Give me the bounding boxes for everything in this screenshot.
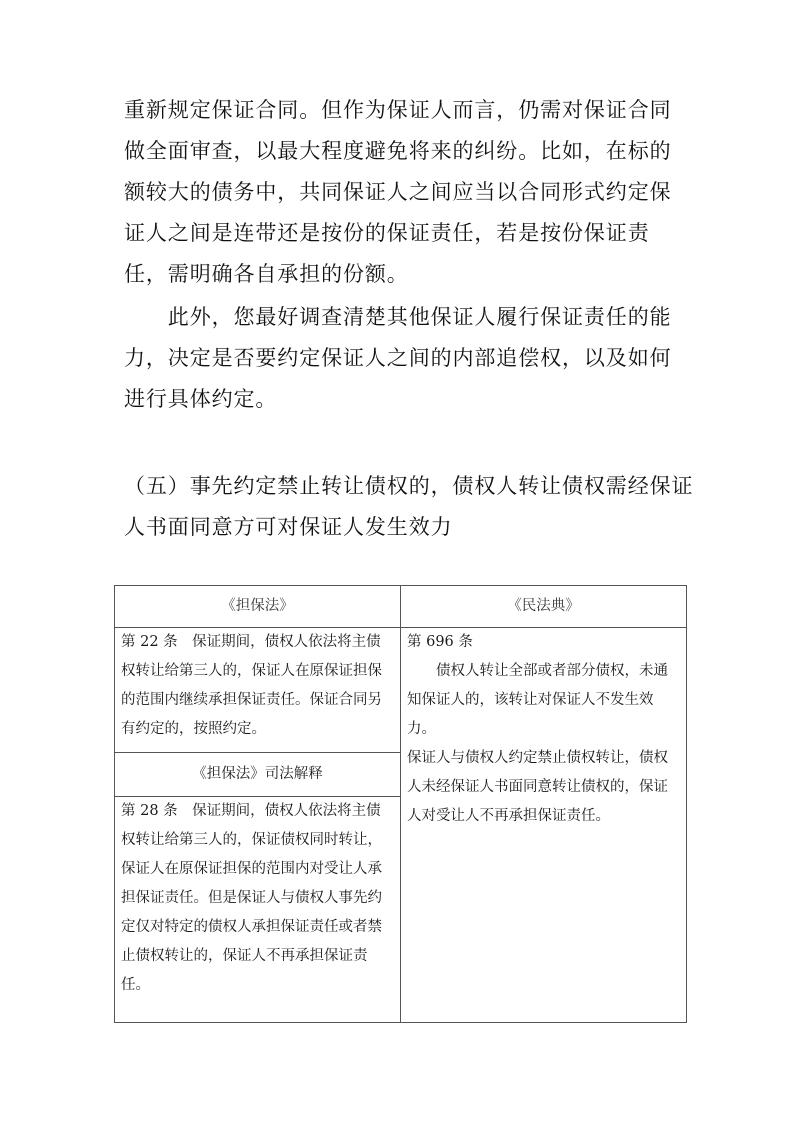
article-28-text: 第 28 条 保证期间，债权人依法将主债权转让给第三人的，保证债权同时转让，保证人在原保证担保的范围内对受让人承担保证责任。但是保证人与债权人事先约定仅对特定的债权人承担保证责任或者禁止债权转让的，保证人不再承担保证责任。 [121,803,382,994]
civil-code-article-696 [401,628,687,1023]
header-civil-code: 《民法典》 [401,586,687,628]
guarantee-law-article-22 [115,628,401,753]
article-22-text: 第 22 条 保证期间，债权人依法将主债权转让给第三人的，保证人在原保证担保的范围内继续承担保证责任。保证合同另有约定的，按照约定。 [121,634,382,738]
table-row [115,628,687,753]
law-comparison-table [114,585,687,1023]
judicial-interpretation-header: 《担保法》司法解释 [115,753,401,797]
section-heading-five: （五）事先约定禁止转让债权的，债权人转让债权需经保证人书面同意方可对保证人发生效力 [124,474,694,539]
body-paragraph-guarantee-review: 重新规定保证合同。但作为保证人而言，仍需对保证合同做全面审查，以最大程度避免将来的纠纷。比如，在标的额较大的债务中，共同保证人之间应当以合同形式约定保证人之间是连带还是按份的保证责任，若是按份保证责任，需明确各自承担的份额。 [124,98,672,286]
body-paragraph-recourse-right: 此外，您最好调查清楚其他保证人履行保证责任的能力，决定是否要约定保证人之间的内部追偿权，以及如何进行具体约定。 [124,305,672,411]
article-696-title: 第 696 条 [407,634,473,651]
article-696-paragraph-1: 债权人转让全部或者部分债权，未通知保证人的，该转让对保证人不发生效力。 [407,663,668,738]
judicial-interpretation-article-28 [115,797,401,1023]
article-696-paragraph-2: 保证人与债权人约定禁止债权转让，债权人未经保证人书面同意转让债权的，保证人对受让人不再承担保证责任。 [407,750,668,825]
table-header-row [115,586,687,628]
header-guarantee-law: 《担保法》 [115,586,401,628]
